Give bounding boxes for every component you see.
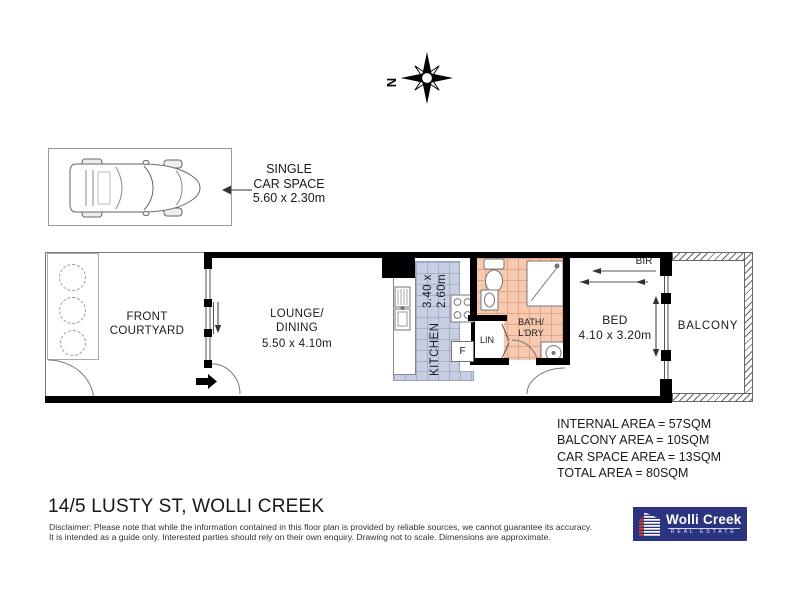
entry-arrow-icon bbox=[196, 374, 217, 389]
courtyard-fence-top bbox=[45, 252, 205, 253]
wall bbox=[660, 252, 672, 276]
compass-north-text: N bbox=[384, 77, 399, 88]
shower-icon bbox=[527, 261, 563, 306]
lounge-label bbox=[242, 307, 352, 351]
wall bbox=[563, 258, 570, 365]
bath-door-arc bbox=[512, 340, 538, 366]
bed-label bbox=[565, 313, 665, 343]
balcony-area: BALCONY AREA = 10SQM bbox=[557, 433, 710, 448]
car-space-dims: 5.60 x 2.30m bbox=[252, 191, 326, 205]
logo-building-icon bbox=[636, 510, 663, 538]
bed-door-arc bbox=[527, 368, 565, 394]
balcony-text: BALCONY bbox=[677, 320, 739, 332]
entry-door-arc bbox=[212, 364, 240, 394]
compass-rose-icon bbox=[384, 52, 453, 104]
courtyard-line1: FRONT bbox=[126, 311, 168, 323]
wall bbox=[45, 396, 672, 403]
lounge-dims: 5.50 x 4.10m bbox=[261, 338, 333, 350]
linen-text: LIN bbox=[479, 335, 494, 345]
car-space-area: CAR SPACE AREA = 13SQM bbox=[557, 449, 722, 464]
courtyard-label bbox=[97, 310, 197, 338]
total-area: TOTAL AREA = 80SQM bbox=[557, 466, 689, 481]
disclaimer-line1: Disclaimer: Please note that while the information contained in this floor plan is provided by reliable sources, we cannot guarantee its accuracy. bbox=[49, 522, 592, 532]
logo-brand-text: Wolli Creek bbox=[666, 511, 742, 527]
wall bbox=[661, 350, 671, 361]
agency-logo bbox=[633, 507, 747, 541]
car-icon bbox=[70, 159, 200, 217]
linen-label bbox=[472, 335, 502, 346]
bath-line1: BATH/ bbox=[518, 317, 544, 327]
wall bbox=[204, 329, 212, 337]
kitchen-name: KITCHEN bbox=[429, 322, 442, 376]
sliding-window-arrow bbox=[215, 302, 221, 333]
car-space-line2: CAR SPACE bbox=[253, 176, 325, 191]
car-space-label bbox=[239, 162, 339, 206]
courtyard-line2: COURTYARD bbox=[109, 325, 185, 337]
sink-icon bbox=[395, 287, 410, 330]
bath-line2: L'DRY bbox=[518, 328, 544, 338]
balcony-label bbox=[673, 320, 743, 334]
kitchen-dims: 3.40 x 2.60m bbox=[422, 274, 448, 309]
disclaimer-line2: It is intended as a guide only. Interested parties should rely on their own enquiry. Drawing not to scale. Dimensions are approximate. bbox=[49, 532, 551, 543]
bir-label bbox=[630, 256, 658, 268]
wall-column bbox=[382, 258, 415, 278]
bed-dims: 4.10 x 3.20m bbox=[578, 328, 652, 342]
fridge-label: F bbox=[459, 345, 466, 357]
wall bbox=[468, 315, 507, 321]
wall bbox=[204, 252, 672, 258]
balcony-door-glazing bbox=[665, 272, 669, 382]
wall bbox=[204, 299, 212, 307]
car-space-line1: SINGLE bbox=[266, 162, 312, 176]
fridge-box bbox=[451, 341, 474, 362]
wall bbox=[660, 379, 672, 403]
area-summary bbox=[557, 416, 777, 482]
property-address: 14/5 LUSTY ST, WOLLI CREEK bbox=[48, 496, 325, 517]
wall bbox=[470, 258, 477, 318]
bed-name: BED bbox=[602, 313, 628, 327]
lounge-line1: LOUNGE/ bbox=[270, 308, 324, 320]
courtyard-fence-left bbox=[45, 252, 46, 403]
bath-label bbox=[506, 317, 556, 339]
basin-icon bbox=[481, 290, 498, 310]
wall bbox=[661, 293, 671, 304]
lounge-line2: DINING bbox=[275, 322, 319, 334]
wall bbox=[204, 360, 212, 368]
toilet-icon bbox=[484, 259, 504, 292]
bir-sliding-doors bbox=[580, 268, 656, 285]
bir-text: BIR bbox=[635, 256, 653, 267]
logo-tagline-text: REAL ESTATE bbox=[670, 529, 737, 536]
wall bbox=[470, 358, 509, 365]
disclaimer bbox=[49, 522, 609, 543]
wall bbox=[204, 252, 212, 269]
lounge-left-wall-glazing bbox=[206, 266, 214, 366]
internal-area: INTERNAL AREA = 57SQM bbox=[557, 417, 712, 431]
